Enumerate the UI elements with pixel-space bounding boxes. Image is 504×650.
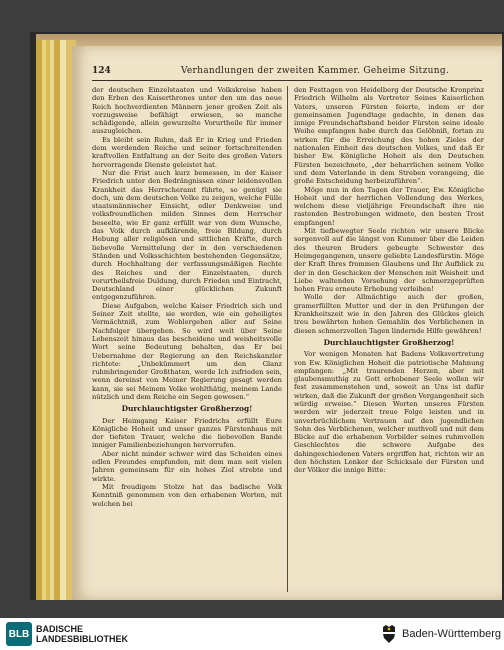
state-name[interactable]: Baden-Württemberg bbox=[402, 628, 502, 640]
paragraph: Es bleibt sein Ruhm, daß Er in Krieg und Frieden dem werdenden Reiche und seiner fortschreitenden kraftvollen Entfaltung an der Seite des großen Vaters hervorragende Dienste geleistet hat. bbox=[92, 135, 282, 169]
page-number: 124 bbox=[92, 66, 111, 76]
library-name-line2: LANDESBIBLIOTHEK bbox=[36, 634, 128, 644]
paragraph: Aber nicht minder schwer wird das Scheiden eines edlen Freundes empfunden, mit dem man seit vielen Jahren gemeinsam für ein hohes Ziel strebte und wirkte. bbox=[92, 449, 282, 483]
paragraph: Mit tiefbewegter Seele richten wir unsere Blicke sorgenvoll auf die längst von Kummer über die Leiden des theuren Bruders gebeugte Schwester des Heimgegangenen, unsere geliebte Landesfürstin. Möge der Kraft Ihres frommen Glaubens und Ihr Aufblick zu der in den Geschicken der Menschen mit Weisheit und Liebe waltenden Vorsehung der schmerzgeprüften hohen Frau erneute Erhebung verleihen! bbox=[294, 227, 484, 294]
paragraph: Möge nun in den Tagen der Trauer, Ew. Königliche Hoheit und der herrlichen Vollendung des Werkes, welchem diese vieljährige Freundschaft ihre nie rastenden Bestrebungen widmete, den besten Trost empfangen! bbox=[294, 185, 484, 227]
paragraph: Wolle der Allmächtige auch der großen, gramerfüllten Mutter und der in den Prüfungen der Krankheitszeit wie in den Jahren des Glückes gleich treu bewährten hohen Gemahlin des Verblichenen in diesen schmerzvollen Tagen lindernde Hilfe gewähren! bbox=[294, 293, 484, 335]
column-divider bbox=[287, 86, 288, 592]
page-stack-edge bbox=[36, 40, 76, 600]
left-column bbox=[92, 86, 282, 594]
paragraph: Mit freudigem Stolze hat das badische Volk Kenntniß genommen von den erhabenen Worten, mit welchen bei bbox=[92, 482, 282, 508]
section-heading: Durchlauchtigster Großherzog! bbox=[323, 337, 455, 347]
running-title: Verhandlungen der zweiten Kammer. Geheime Sitzung. bbox=[180, 66, 450, 76]
library-name-line1: BADISCHE bbox=[36, 624, 84, 634]
paragraph: den Festtagen von Heidelberg der Deutsche Kronprinz Friedrich Wilhelm als Vertreter Seines Kaiserlichen Vaters, unseren Fürsten feierte, indem er der gemeinsamen Jugendtage gedachte, in denen das innige Freundschaftsband beider Fürsten seine ideale Weihe empfangen habe durch das Gelöbniß, fortan zu wirken für die Erreichung des hohen Zieles der nationalen Einheit des deutschen Volkes, und daß Er bisher Ew. Königliche Hoheit als den Deutschen Fürsten bezeichnete, „der beharrlichen seinem Volke und dem Vaterlande in dem Streben vorangeing, die große Entscheidung herbeizuführen“. bbox=[294, 86, 484, 186]
library-name[interactable] bbox=[36, 624, 128, 644]
paragraph: Der Heimgang Kaiser Friedrichs erfüllt Eure Königliche Hoheit und unser ganzes Fürstenhaus mit der tiefsten Trauer, welche die liebevollen Bande inniger Familienbeziehungen hervorrufen. bbox=[92, 416, 282, 450]
right-column bbox=[294, 86, 484, 594]
section-heading: Durchlauchtigster Großherzog! bbox=[121, 404, 253, 414]
paragraph: Vor wenigen Monaten hat Badens Volksvertretung von Ew. Königlichen Hoheit die patriotische Mahnung empfangen: „Mit traurenden Herzen, aber mit glaubensmuthig zu Gott erhobener Seele wollen wir fest zusammenstehen und, soweit an Uns ist dafür wirken, daß die Zukunft der großen Vergangenheit sich würdig erweise.“ Diesen Worten unseres Fürsten werden wir jederzeit treue Folge leisten und in unverbrüchlichem Vertrauen auf den jugendlichen Sohn des Verblichenen, welcher muthvoll und mit dem Blicke auf die erhabenen Vorbilder seines ruhmvollen Geschlechtes die schwere Aufgabe des dahingeschiedenen Vaters ergriffen hat, richten wir an den höchsten Lenker der Schicksale der Fürsten und der Völker die innige Bitte: bbox=[294, 350, 484, 475]
paragraph: Nur die Frist auch kurz bemessen, in der Kaiser Friedrich unter den Bedrängnissen einer leidensvollen Krankheit das Herrscheramt führte, so genügt sie doch, um dem deutschen Volke zu zeigen, welche Fülle staatsmännischer Einsicht, edler Denkweise und volksfreundlichen milden Sinnes dem Herrscher beseelte, wie Er ganz erfüllt war von dem Wunsche, das Volk durch aufklärende, freie Bildung, durch Hebung aller religiösen und sittlichen Kräfte, durch liebevolle Vermittelung der in den verschiedenen Ständen und Volksschichten bestehenden Gegensätze, durch Hochhaltung der verfassungsmäßigen Rechte des Reiches und der Einzelstaaten, durch vorurtheilsfreie Duldung, durch Frieden und Eintracht, Deutschland einer glücklichen Zukunft entgegenzuführen. bbox=[92, 168, 282, 302]
scanned-page bbox=[72, 46, 502, 600]
header-rule bbox=[92, 80, 482, 81]
running-header bbox=[92, 66, 482, 80]
paragraph: Diese Aufgaben, welche Kaiser Friedrich sich und Seiner Zeit stellte, sie werden, wie ein geheiligtes Vermächtniß, zum Wohlergehen aller auf Seine Nachfolger übergehen. So wird weit über Seine Lebenszeit hinaus das bescheidene und weisheitsvolle Wort seine Bedeutung behalten, das Er bei Uebernahme der Regierung an den Reichskanzler richtete: „Unbekümmert um den Glanz ruhmbringender Großthaten, werde Ich zufrieden sein, wenn dereinst von Meiner Regierung gesagt werden kann, sie sei Meinem Volke wohlthätig, meinem Lande nützlich und dem Reiche ein Segen gewesen.“ bbox=[92, 301, 282, 401]
blb-logo[interactable]: BLB bbox=[6, 622, 32, 646]
baden-wuerttemberg-coat-of-arms-icon bbox=[381, 624, 397, 644]
paragraph: der deutschen Einzelstaaten und Volkskreise haben den Erben des Kaiserthrones unter den um das neue Reich hochverdienten Männern jener großen Zeit als vorzugsweise befähigt erwiesen, so manche schädigende, allein gewurzelte Vorurtheile für immer auszugleichen. bbox=[92, 86, 282, 136]
